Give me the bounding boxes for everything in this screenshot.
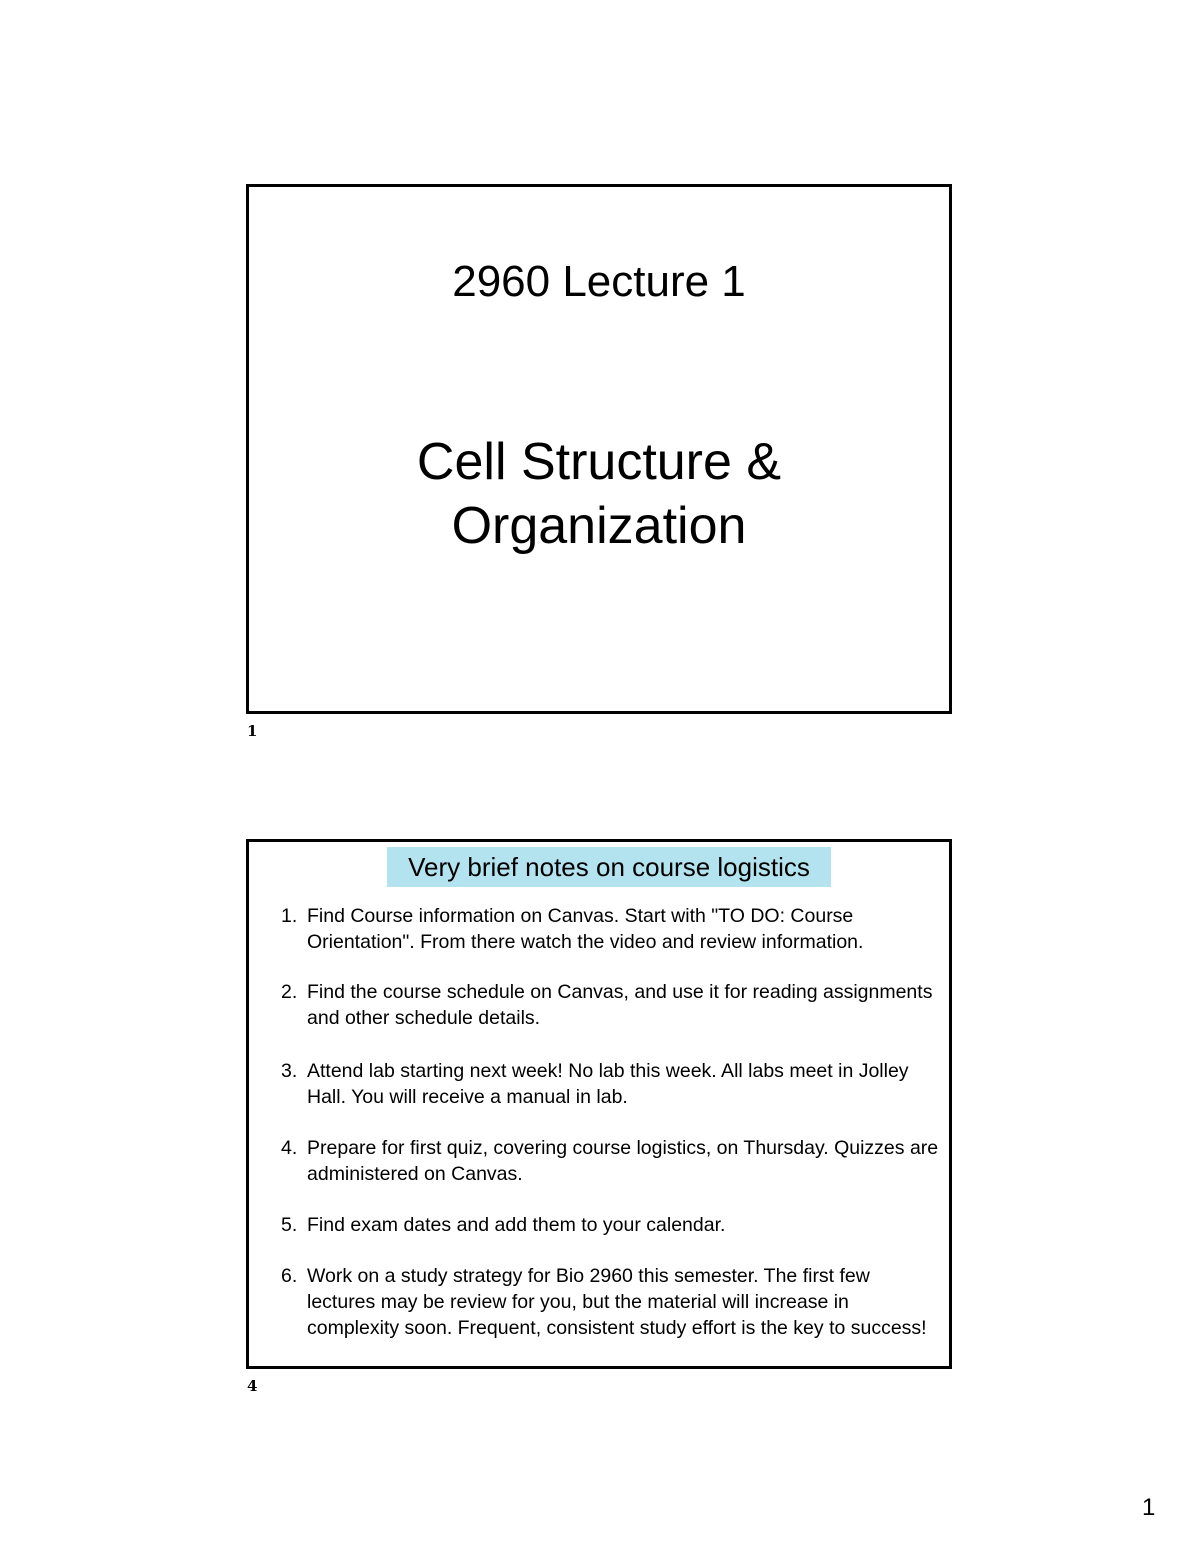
item-number: 1. — [281, 905, 298, 927]
item-text: Attend lab starting next week! No lab this week. All labs meet in Jolley Hall. You will receive a manual in lab. — [307, 1060, 909, 1108]
item-number: 6. — [281, 1265, 298, 1287]
slide-number-label: 4 — [247, 1377, 258, 1395]
item-number: 3. — [281, 1060, 298, 1082]
slide-1 — [246, 184, 952, 714]
slide-number-label: 1 — [247, 722, 258, 740]
page-number: 1 — [1142, 1494, 1156, 1521]
item-number: 4. — [281, 1137, 298, 1159]
item-text: Find Course information on Canvas. Start with "TO DO: Course Orientation". From there watch the video and review information. — [307, 905, 864, 953]
list-item — [281, 903, 941, 955]
list-item — [281, 979, 941, 1031]
list-item — [281, 1135, 941, 1187]
item-text: Find exam dates and add them to your calendar. — [307, 1214, 726, 1236]
item-number: 2. — [281, 981, 298, 1003]
subtitle-line-2: Organization — [451, 497, 747, 555]
list-item — [281, 1212, 941, 1238]
subtitle-line-1: Cell Structure & — [416, 433, 782, 491]
item-text: Find the course schedule on Canvas, and use it for reading assignments and other schedule details. — [307, 981, 933, 1029]
slide-title: 2960 Lecture 1 — [452, 257, 746, 306]
item-text: Work on a study strategy for Bio 2960 this semester. The first few lectures may be review for you, but the material will increase in complexity soon. Frequent, consistent study effort is the key to success! — [307, 1265, 927, 1339]
list-item — [281, 1263, 941, 1341]
slide-subtitle — [249, 430, 949, 558]
slide-4 — [246, 839, 952, 1369]
item-number: 5. — [281, 1214, 298, 1236]
list-item — [281, 1058, 941, 1110]
item-text: Prepare for first quiz, covering course logistics, on Thursday. Quizzes are administered on Canvas. — [307, 1137, 939, 1185]
slide-heading: Very brief notes on course logistics — [387, 847, 831, 887]
